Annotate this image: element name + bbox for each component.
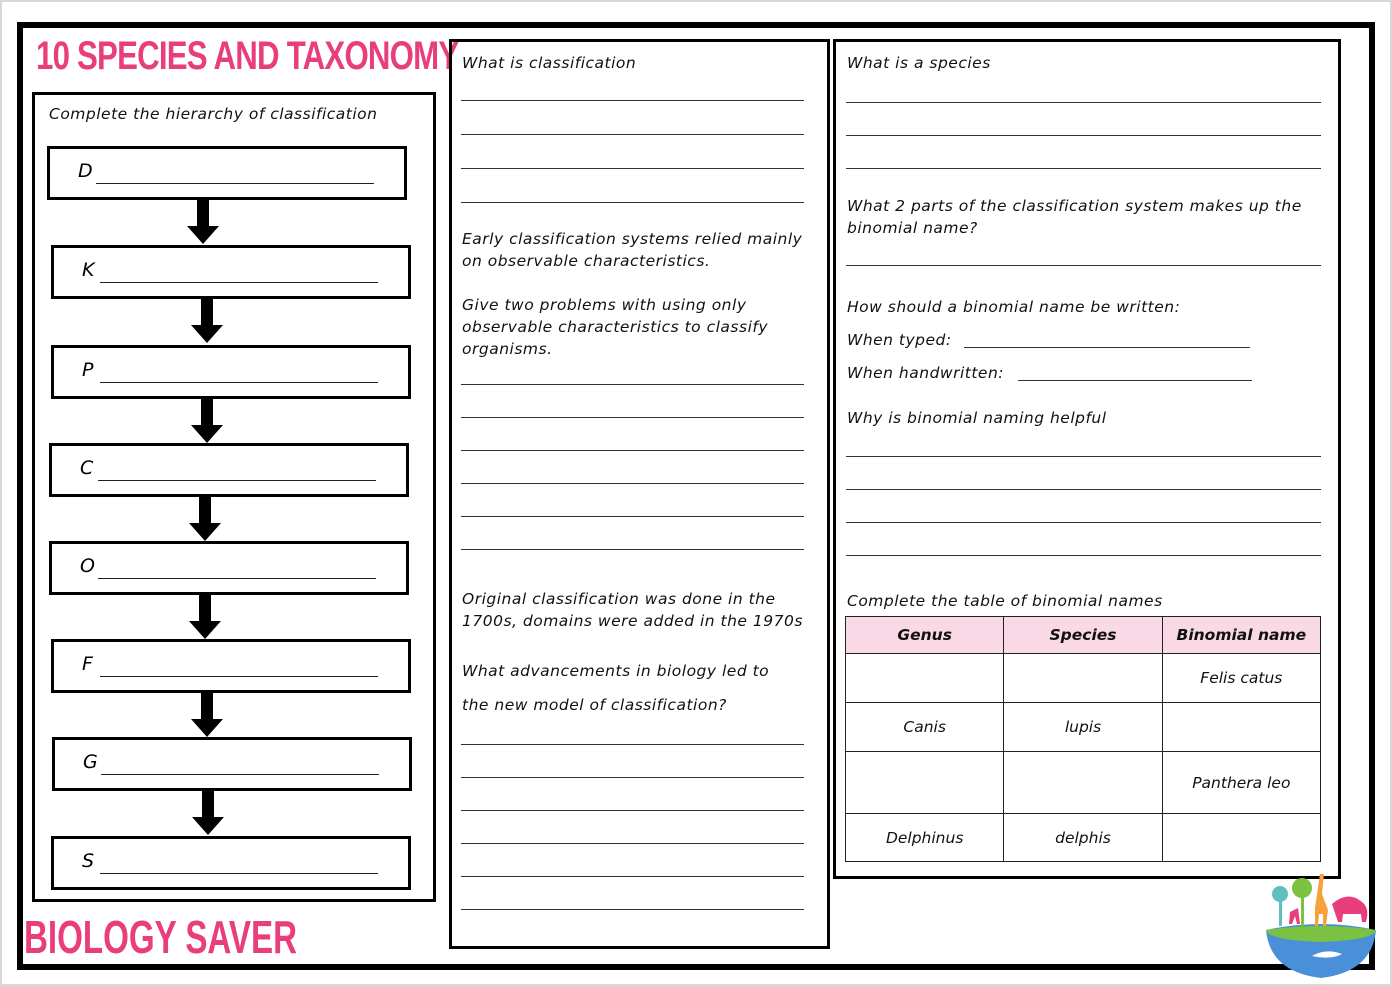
animals-globe-logo [1262,862,1380,980]
question-advancements-line1: What advancements in biology led to [462,662,770,680]
down-arrow-icon [187,595,223,639]
question-what-is-species: What is a species [847,54,991,72]
rank-box[interactable] [51,345,411,399]
answer-line[interactable] [461,483,804,484]
when-handwritten-answer-line[interactable] [1018,380,1252,381]
question-what-is-classification: What is classification [462,54,637,72]
answer-line[interactable] [846,522,1321,523]
header-species: Species [1004,617,1162,654]
rank-box[interactable] [49,541,409,595]
rank-answer-line [98,480,376,481]
rank-box[interactable] [51,639,411,693]
table-cell-species[interactable] [1004,654,1162,703]
answer-line[interactable] [461,909,804,910]
answer-line[interactable] [846,135,1321,136]
original-classification-text: Original classification was done in the 1700s, domains were added in the 1970s [462,590,803,630]
answer-line[interactable] [461,516,804,517]
answer-line[interactable] [461,876,804,877]
rank-answer-line [100,382,378,383]
answer-line[interactable] [846,168,1321,169]
rank-letter: C [80,457,94,479]
rank-box[interactable] [51,836,411,890]
answer-line[interactable] [461,810,804,811]
table-cell-genus[interactable] [846,752,1004,814]
answer-line[interactable] [461,450,804,451]
answer-line[interactable] [461,384,804,385]
table-cell-genus[interactable]: Canis [846,703,1004,752]
table-row [846,752,1321,814]
answer-line[interactable] [461,417,804,418]
rank-box[interactable] [52,737,412,791]
table-cell-species[interactable]: lupis [1004,703,1162,752]
header-genus: Genus [846,617,1004,654]
answer-line[interactable] [461,549,804,550]
table-cell-genus[interactable] [846,654,1004,703]
answer-line[interactable] [846,489,1321,490]
down-arrow-icon [185,200,221,244]
rank-answer-line [98,578,376,579]
answer-line[interactable] [461,100,804,101]
answer-line[interactable] [846,555,1321,556]
answer-line[interactable] [461,843,804,844]
when-typed-answer-line[interactable] [964,347,1250,348]
rank-letter: G [83,751,98,773]
header-binomial-name: Binomial name [1162,617,1320,654]
table-cell-binomial[interactable]: Felis catus [1162,654,1320,703]
answer-line[interactable] [461,202,804,203]
early-classification-text: Early classification systems relied mainly on observable characteristics. [462,230,803,270]
binomial-table [845,616,1321,862]
when-typed-label: When typed: [847,331,952,349]
answer-line[interactable] [846,456,1321,457]
question-observable-problems: Give two problems with using only observable characteristics to classify organisms. [462,296,768,358]
question-why-binomial: Why is binomial naming helpful [847,409,1107,427]
rank-answer-line [100,873,378,874]
table-row [846,654,1321,703]
rank-answer-line [100,282,378,283]
down-arrow-icon [189,693,225,737]
answer-line[interactable] [461,168,804,169]
answer-line[interactable] [846,265,1321,266]
down-arrow-icon [187,497,223,541]
table-cell-binomial[interactable]: Panthera leo [1162,752,1320,814]
down-arrow-icon [189,299,225,343]
table-label: Complete the table of binomial names [847,592,1163,610]
rank-answer-line [96,183,374,184]
rank-letter: O [80,555,95,577]
rank-letter: D [78,160,93,182]
question-binomial-written: How should a binomial name be written: [847,298,1181,316]
page-title: 10 SPECIES AND TAXONOMY [36,34,459,78]
hierarchy-label: Complete the hierarchy of classification [49,105,378,123]
rank-letter: S [82,850,95,872]
down-arrow-icon [189,399,225,443]
rank-answer-line [101,774,379,775]
table-cell-species[interactable] [1004,752,1162,814]
rank-letter: P [82,359,94,381]
brand-logo-text: BIOLOGY SAVER [24,911,297,963]
question-advancements-line2: the new model of classification? [462,696,727,714]
rank-letter: K [82,259,95,281]
rank-box[interactable] [47,146,407,200]
rank-answer-line [100,676,378,677]
table-cell-binomial[interactable] [1162,703,1320,752]
down-arrow-icon [190,791,226,835]
answer-line[interactable] [461,777,804,778]
answer-line[interactable] [461,744,804,745]
table-cell-binomial[interactable] [1162,814,1320,862]
rank-box[interactable] [49,443,409,497]
table-cell-species[interactable]: delphis [1004,814,1162,862]
table-row [846,814,1321,862]
rank-box[interactable] [51,245,411,299]
table-row [846,703,1321,752]
question-binomial-parts: What 2 parts of the classification system makes up the binomial name? [847,197,1302,237]
rank-letter: F [82,653,93,675]
when-handwritten-label: When handwritten: [847,364,1005,382]
table-cell-genus[interactable]: Delphinus [846,814,1004,862]
answer-line[interactable] [461,134,804,135]
classification-panel [449,39,830,949]
answer-line[interactable] [846,102,1321,103]
